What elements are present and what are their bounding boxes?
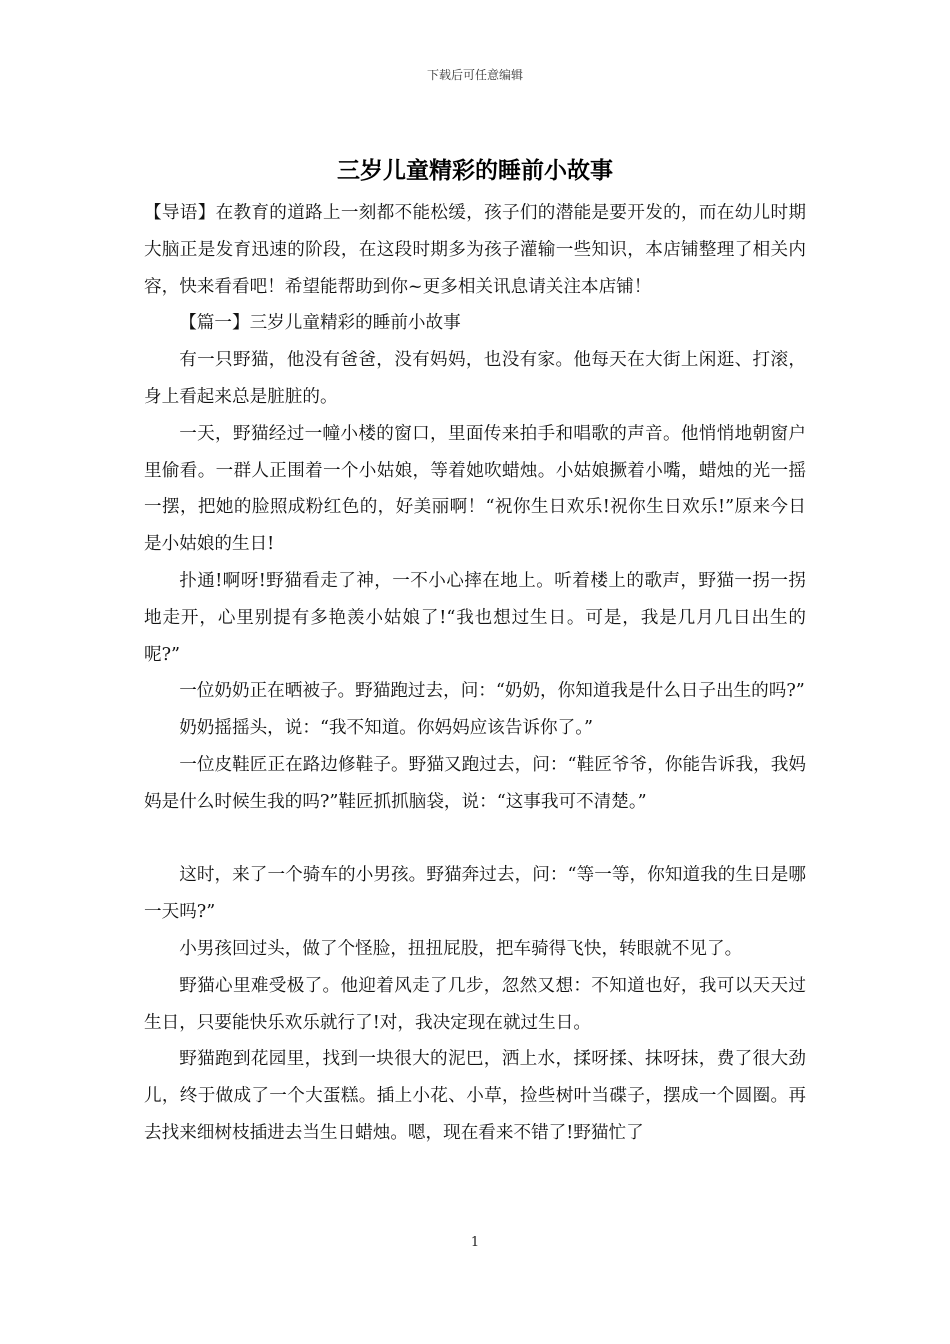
story-paragraph: 扑通!啊呀!野猫看走了神，一不小心摔在地上。听着楼上的歌声，野猫一拐一拐地走开，心里别提有多艳羡小姑娘了!“我也想过生日。可是，我是几月几日出生的呢?” bbox=[144, 570, 806, 665]
story-paragraph: 野猫跑到花园里，找到一块很大的泥巴，洒上水，揉呀揉、抹呀抹，费了很大劲儿，终于做成了一个大蛋糕。插上小花、小草，捡些树叶当碟子，摆成一个圆圈。再去找来细树枝插进去当生日蜡烛。嗯，现在看来不错了!野猫忙了 bbox=[144, 1049, 806, 1143]
story-paragraph: 一天，野猫经过一幢小楼的窗口，里面传来拍手和唱歌的声音。他悄悄地朝窗户里偷看。一群人正围着一个小姑娘，等着她吹蜡烛。小姑娘撅着小嘴，蜡烛的光一摇一摆，把她的脸照成粉红色的，好美丽啊！“祝你生日欢乐!祝你生日欢乐!”原来今日是小姑娘的生日! bbox=[144, 423, 806, 555]
story-paragraph: 野猫心里难受极了。他迎着风走了几步，忽然又想：不知道也好，我可以天天过生日，只要能快乐欢乐就行了!对，我决定现在就过生日。 bbox=[144, 975, 806, 1033]
story-paragraph: 一位奶奶正在晒被子。野猫跑过去，问：“奶奶，你知道我是什么日子出生的吗?” bbox=[179, 681, 805, 702]
story-paragraph: 小男孩回过头，做了个怪脸，扭扭屁股，把车骑得飞快，转眼就不见了。 bbox=[179, 938, 743, 959]
intro-paragraph: 【导语】在教育的道路上一刻都不能松缓，孩子们的潜能是要开发的，而在幼儿时期大脑正是发育迅速的阶段，在这段时期多为孩子灌输一些知识，本店铺整理了相关内容，快来看看吧！希望能帮助到你~更多相关讯息请关注本店铺！ bbox=[144, 203, 806, 297]
document-body bbox=[144, 195, 806, 1152]
page-number: 1 bbox=[470, 1235, 480, 1250]
story-paragraph: 一位皮鞋匠正在路边修鞋子。野猫又跑过去，问：“鞋匠爷爷，你能告诉我，我妈妈是什么时候生我的吗?”鞋匠抓抓脑袋，说：“这事我可不清楚。” bbox=[144, 754, 806, 812]
story-paragraph: 这时，来了一个骑车的小男孩。野猫奔过去，问：“等一等，你知道我的生日是哪一天吗?” bbox=[144, 865, 806, 923]
page-header-note: 下载后可任意编辑 bbox=[426, 68, 523, 82]
story-paragraph: 有一只野猫，他没有爸爸，没有妈妈，也没有家。他每天在大街上闲逛、打滚，身上看起来总是脏脏的。 bbox=[144, 350, 806, 407]
section-heading: 【篇一】三岁儿童精彩的睡前小故事 bbox=[179, 313, 461, 334]
story-paragraph: 奶奶摇摇头，说：“我不知道。你妈妈应该告诉你了。” bbox=[179, 718, 594, 739]
document-title: 三岁儿童精彩的睡前小故事 bbox=[337, 157, 613, 184]
paragraph-spacer bbox=[144, 821, 806, 858]
